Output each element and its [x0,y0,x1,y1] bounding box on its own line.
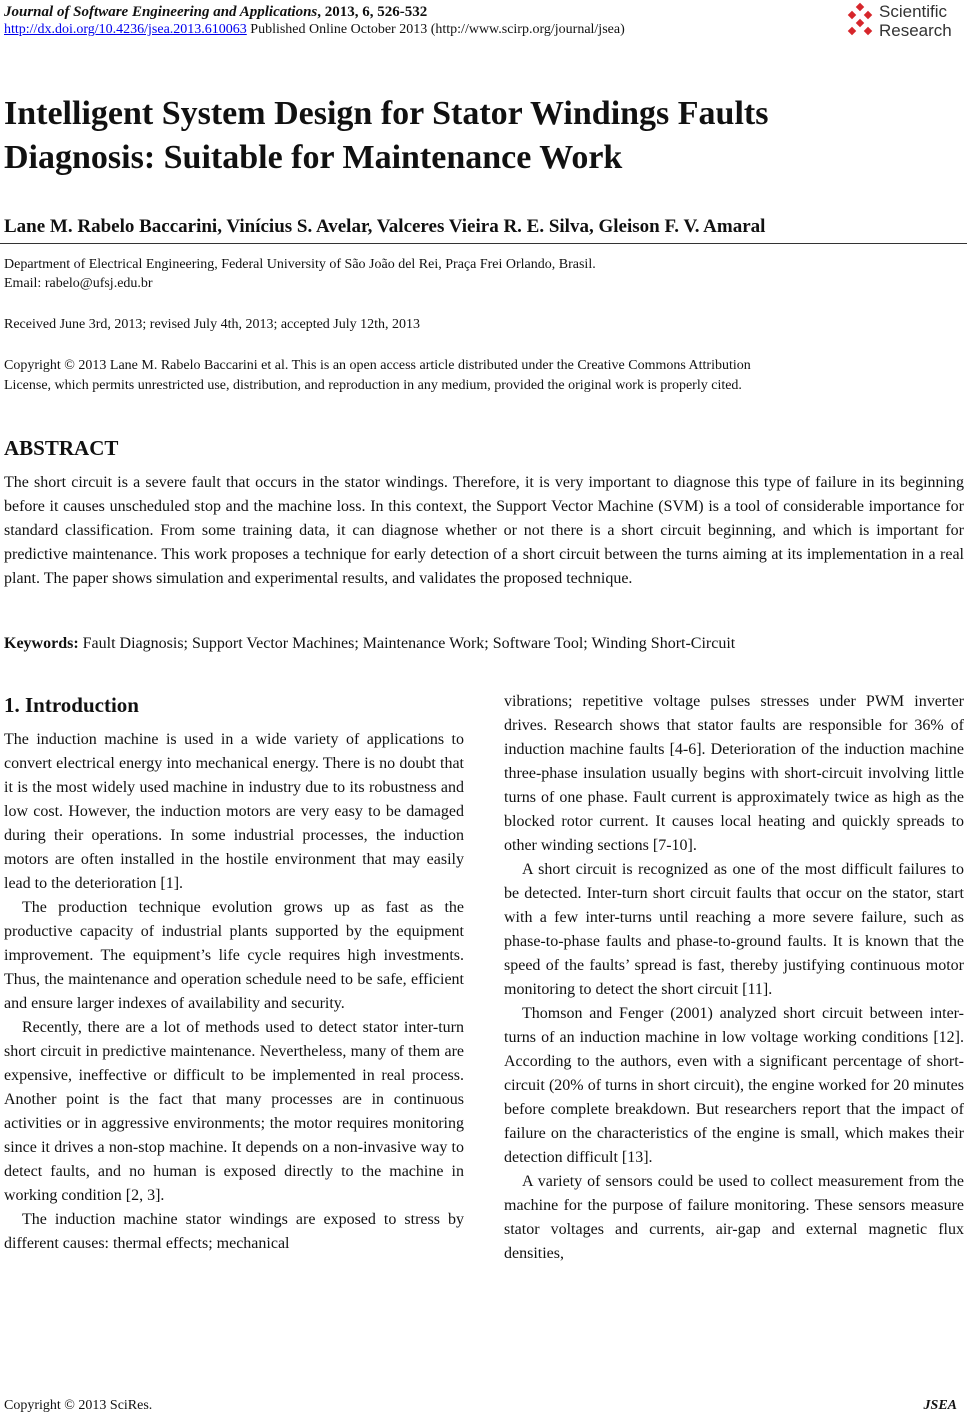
abstract-heading: ABSTRACT [4,436,119,460]
affiliation: Department of Electrical Engineering, Federal University of São João del Rei, Praça Frei Orlando, Brasil. [4,257,596,272]
doi-link[interactable]: http://dx.doi.org/10.4236/jsea.2013.610063 [4,22,247,37]
doi-line [4,22,625,38]
paragraph: The induction machine stator windings are exposed to stress by different causes: thermal effects; mechanical [4,1211,464,1252]
paragraph: The induction machine is used in a wide variety of applications to convert electrical energy into mechanical energy. There is no doubt that it is the most widely used machine in industry due to its robustness and low cost. However, the induction motors are very easy to be damaged during their operations. In some industrial processes, the induction motors are often installed in the hostile environment that may easily lead to the deterioration [1]. [4,731,464,892]
journal-volume: , 2013, 6, 526-532 [317,4,428,20]
footer-copyright: Copyright © 2013 SciRes. [4,1398,153,1413]
title-line-2: Diagnosis: Suitable for Maintenance Work [4,139,623,176]
journal-header [4,4,427,21]
paragraph: Recently, there are a lot of methods used to detect stator inter-turn short circuit in predictive maintenance. Nevertheless, many of them are expensive, ineffective or difficult to be implemented in real process. Another point is the fact that many processes are in continuous activities or in aggressive environments; the motor requires monitoring since it drives a non-stop machine. It depends on a non-invasive way to detect faults, and no human is exposed directly to the machine in working condition [2, 3]. [4,1019,464,1204]
abstract-text: The short circuit is a severe fault that occurs in the stator windings. Therefore, it is very important to diagnose this type of failure in its beginning before it causes unscheduled stop and the machine loss. In this context, the Support Vector Machine (SVM) is a tool of considerable importance for standard classification. From some training data, it can diagnose whether or not there is a short circuit beginning, and which is important for predictive maintenance. This work proposes a technique for early detection of a short circuit between the turns aiming at its implementation in a real plant. The paper shows simulation and experimental results, and validates the proposed technique. [4,474,964,587]
keywords-list: Fault Diagnosis; Support Vector Machines; Maintenance Work; Software Tool; Winding Short-Circuit [78,635,736,652]
logo-mark-icon [843,2,877,42]
section-heading: 1. Introduction [4,693,139,717]
published-text: Published Online October 2013 (http://www.scirp.org/journal/jsea) [246,22,625,37]
paragraph: The production technique evolution grows up as fast as the productive capacity of industrial plants supported by the equipment improvement. The equipment’s life cycle requires high investments. Thus, the maintenance and operation schedule need to be safe, efficient and ensure larger indexes of availability and security. [4,899,464,1012]
divider [0,243,967,244]
title-line-1: Intelligent System Design for Stator Windings Faults [4,95,769,132]
keywords-label: Keywords: [4,635,79,652]
footer-journal: JSEA [923,1398,957,1413]
copyright-line-2: License, which permits unrestricted use, distribution, and reproduction in any medium, provided the original work is properly cited. [4,378,742,393]
paragraph: vibrations; repetitive voltage pulses stresses under PWM inverter drives. Research shows that stator faults are responsible for 36% of induction machine faults [4-6]. Deterioration of the induction machine three-phase insulation usually begins with short-circuit involving little turns of one phase. Fault current is approximately twice as high as the blocked rotor current. It causes local heating and quickly spreads to other winding sections [7-10]. [504,693,964,854]
left-column [4,690,464,1256]
publisher-logo [843,2,963,44]
authors: Lane M. Rabelo Baccarini, Vinícius S. Avelar, Valceres Vieira R. E. Silva, Gleison F. V. Amaral [4,216,766,237]
paragraph: A short circuit is recognized as one of the most difficult failures to be detected. Inter-turn short circuit faults that occur on the stator, start with a few inter-turns until reaching a more severe failure, such as phase-to-phase faults and phase-to-ground faults. It is known that the speed of the faults’ spread is fast, thereby justifying continuous motor monitoring to detect the short circuit [11]. [504,861,964,998]
paper-title [4,92,944,180]
paragraph: A variety of sensors could be used to collect measurement from the machine for the purpose of failure monitoring. These sensors measure stator voltages and currents, air-gap and external magnetic flux densities, [504,1173,964,1262]
paragraph: Thomson and Fenger (2001) analyzed short circuit between inter-turns of an induction machine in low voltage working conditions [12]. According to the authors, even with a significant percentage of short-circuit (20% of turns in short circuit), the engine worked for 20 minutes before complete breakdown. But researchers report that the impact of failure on the characteristics of the engine is small, which makes their detection difficult [13]. [504,1005,964,1166]
keywords [4,635,735,653]
received-dates: Received June 3rd, 2013; revised July 4th, 2013; accepted July 12th, 2013 [4,317,421,332]
copyright-line-1: Copyright © 2013 Lane M. Rabelo Baccarini et al. This is an open access article distributed under the Creative Commons Attribution [4,358,751,373]
right-column [504,690,964,1266]
email: Email: rabelo@ufsj.edu.br [4,276,153,291]
logo-text: Scientific Research [879,2,952,40]
journal-name: Journal of Software Engineering and Applications [4,4,318,20]
